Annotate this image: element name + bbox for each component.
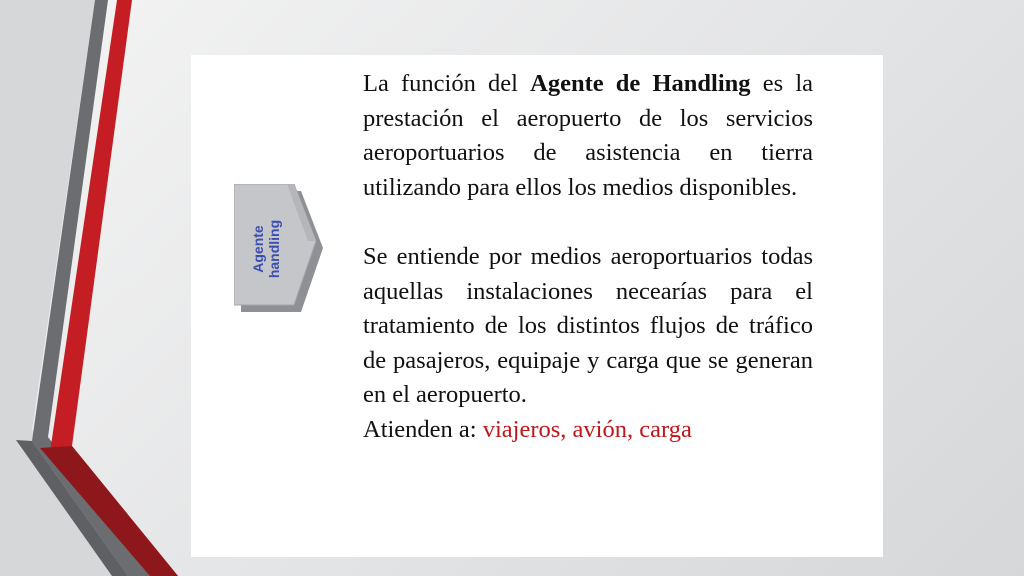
body-text — [363, 67, 813, 448]
paragraph-1 — [363, 67, 813, 205]
p3-items: viajeros, avión, carga — [482, 415, 692, 443]
p1-bold-term: Agente de Handling — [530, 70, 751, 97]
p3-label: Atienden a: — [363, 415, 483, 443]
paragraph-2: Se entiende por medios aeroportuarios todas aquellas instalaciones necearías para el tratamiento de los distintos flujos de tráfico de pasajeros, equipaje y carga que se generan en el aeropuerto. — [363, 242, 813, 409]
p1-prefix: La función del — [363, 70, 531, 97]
p1-suffix: es la prestación el aeropuerto de los servicios aeroportuarios de asistencia en tierra utilizando para ellos los medios disponibles. — [363, 70, 813, 201]
content-card — [191, 55, 883, 557]
paragraph-3 — [363, 413, 813, 448]
agente-handling-tag — [234, 184, 325, 314]
tag-line-1: Agente — [250, 225, 267, 273]
tag-line-2: handling — [266, 219, 283, 279]
